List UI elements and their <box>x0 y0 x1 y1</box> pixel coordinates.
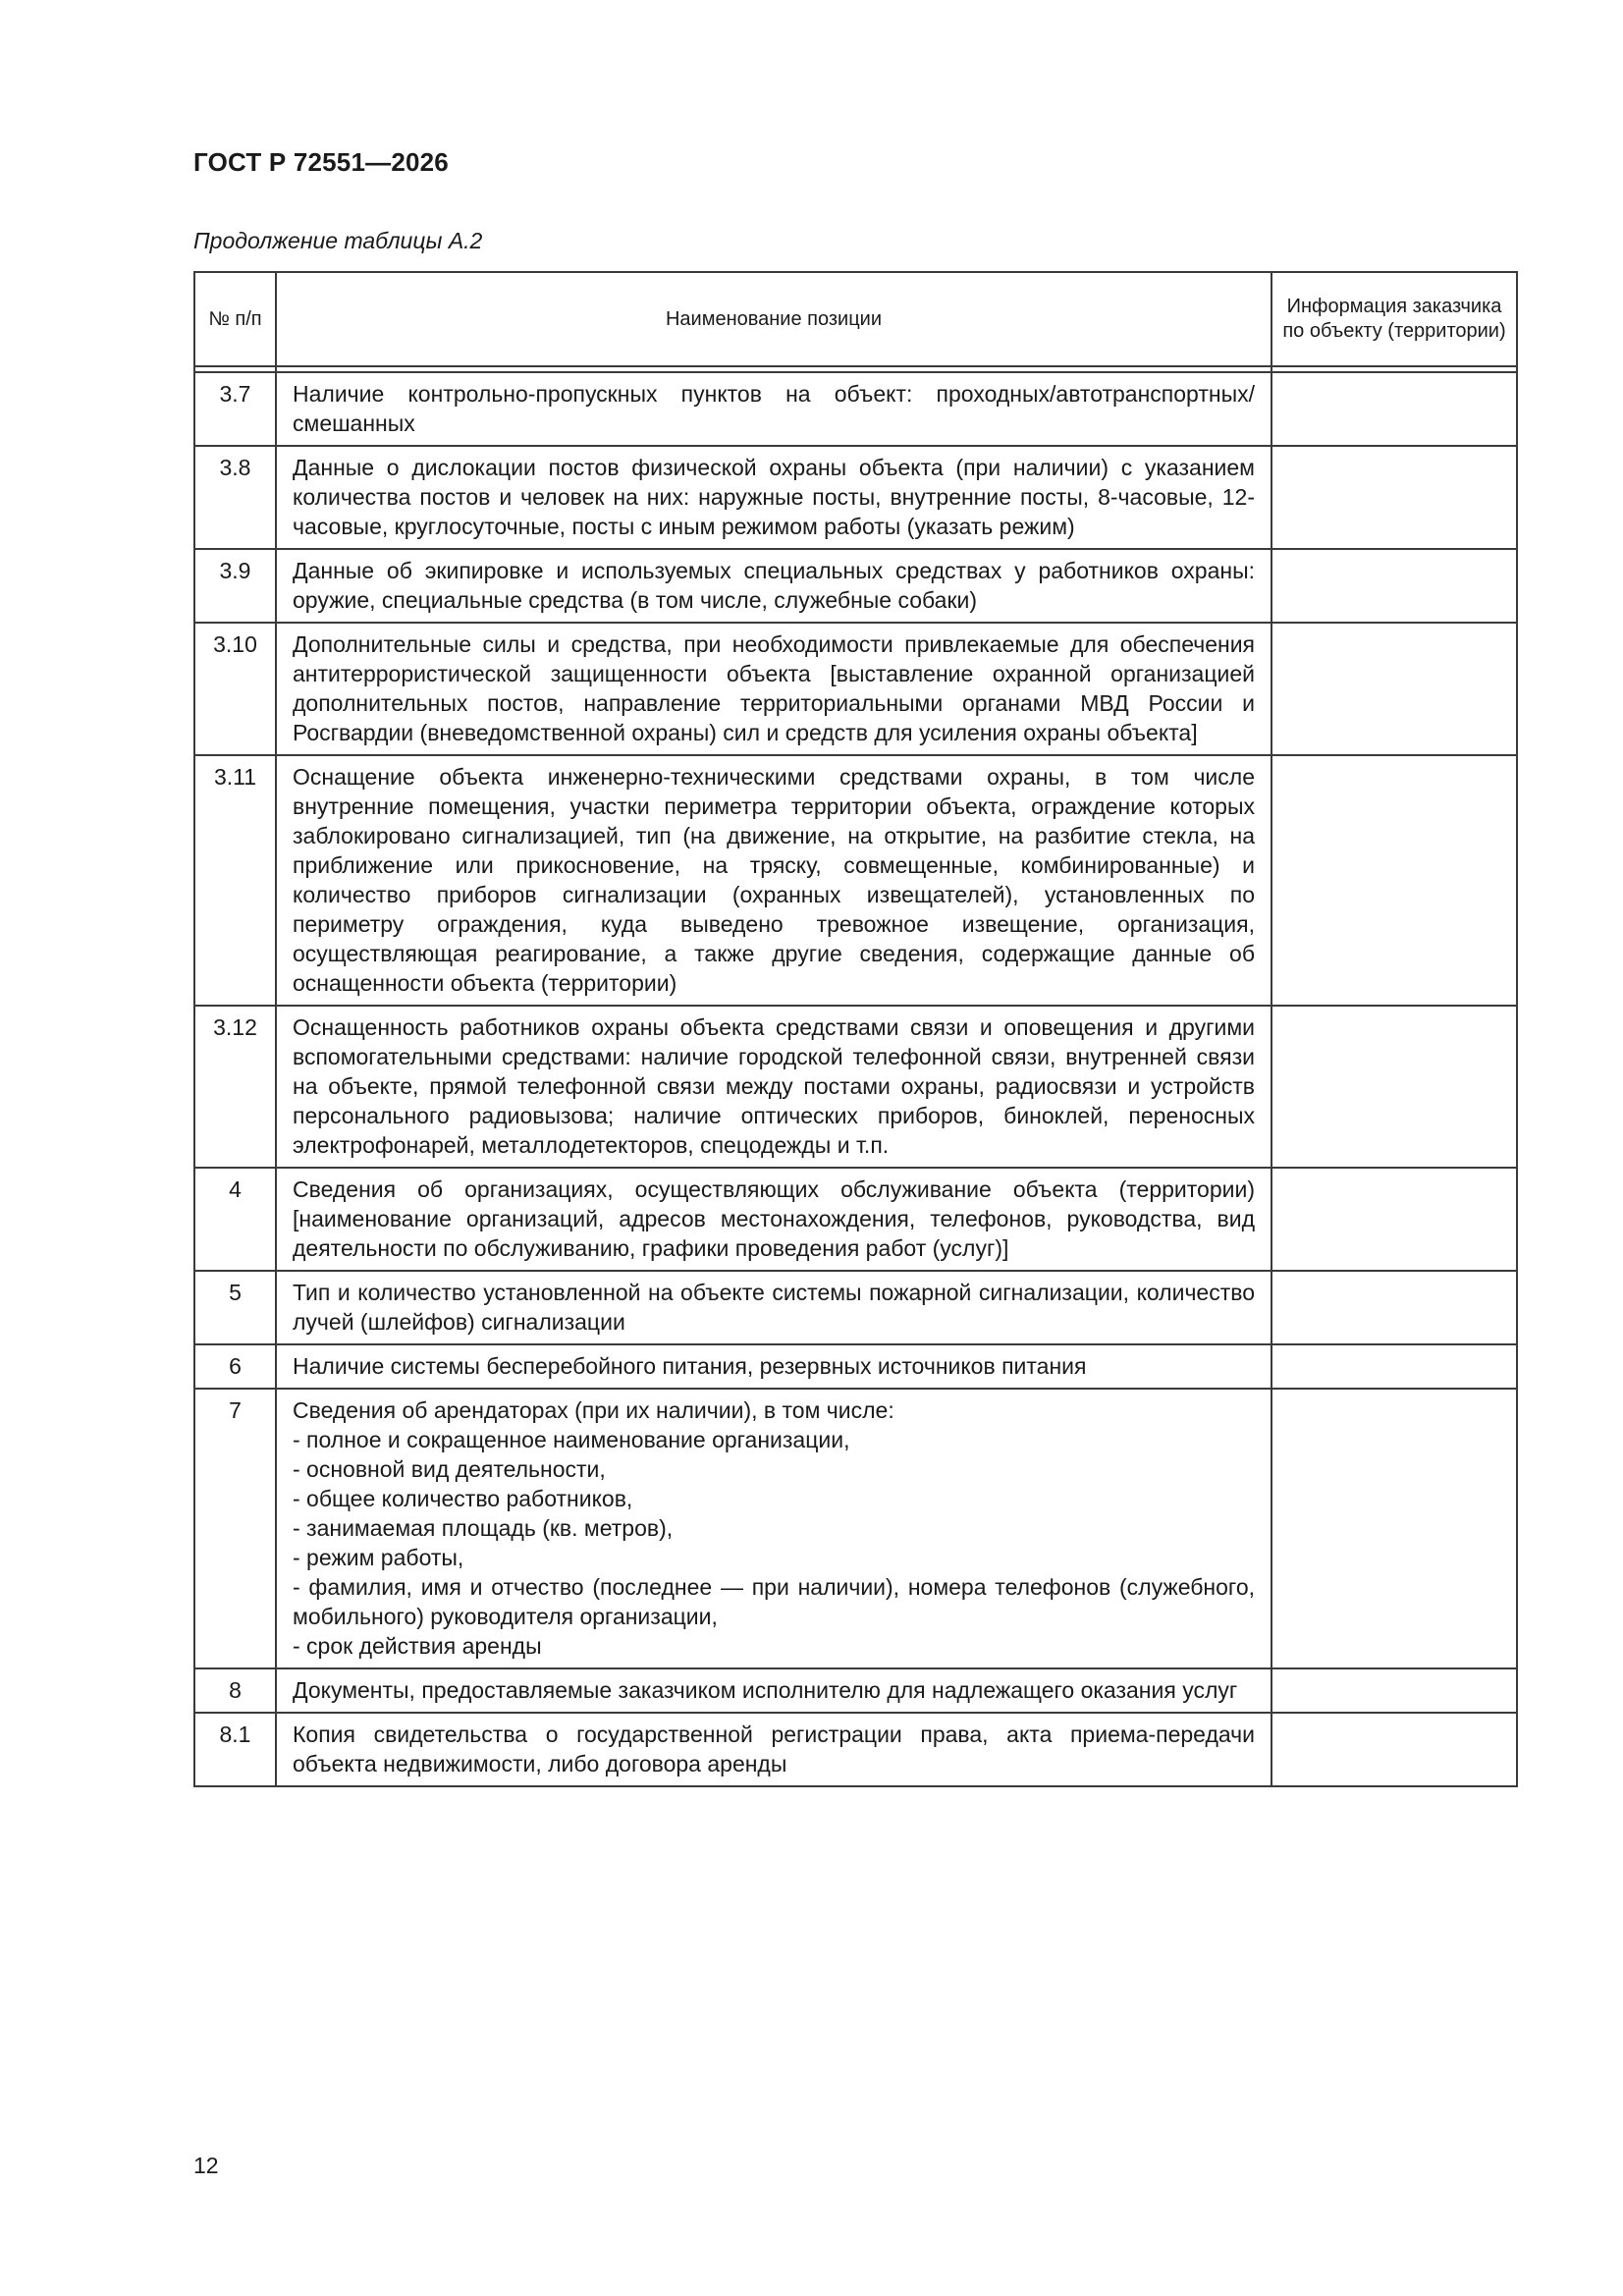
table-row <box>194 372 1517 446</box>
row-number: 7 <box>194 1389 276 1668</box>
row-number: 3.12 <box>194 1006 276 1168</box>
row-number: 5 <box>194 1271 276 1344</box>
position-name-cell <box>276 1668 1271 1713</box>
table-row <box>194 446 1517 549</box>
position-name-cell <box>276 372 1271 446</box>
position-name-text: Оснащение объекта инженерно-техническими средствами охраны, в том числе внутренние помещения, участки периметра территории объекта, ограждение которых заблокировано сигнализацией, тип (на движение, на открытие, на разбитие стекла, на приближение или прикосновение, на тряску, совмещенные, комбинированные) и количество приборов сигнализации (охранных извещателей), установленных по периметру ограждения, куда выведено тревожное извещение, организация, осуществляющая реагирование, а также другие сведения, содержащие данные об оснащенности объекта (территории) <box>293 764 1255 996</box>
table-row <box>194 1668 1517 1713</box>
list-item: - фамилия, имя и отчество (последнее — при наличии), номера телефонов (служебного, мобильного) руководителя организации, <box>293 1574 1255 1629</box>
customer-info-cell <box>1271 1344 1517 1389</box>
position-name-cell <box>276 446 1271 549</box>
customer-info-cell <box>1271 1271 1517 1344</box>
position-name-cell <box>276 755 1271 1006</box>
position-name-text: Оснащенность работников охраны объекта средствами связи и оповещения и другими вспомогательными средствами: наличие городской телефонной связи, внутренней связи на объекте, прямой телефонной связи между постами охраны, радиосвязи и устройств персонального радиовызова; наличие оптических приборов, биноклей, переносных электрофонарей, металлодетекторов, спецодежды и т.п. <box>293 1014 1255 1158</box>
row-number: 8.1 <box>194 1713 276 1786</box>
table-row <box>194 1344 1517 1389</box>
position-name-cell <box>276 1389 1271 1668</box>
document-designation: ГОСТ Р 72551—2026 <box>193 147 449 177</box>
row-number: 3.7 <box>194 372 276 446</box>
customer-info-cell <box>1271 1168 1517 1271</box>
position-name-cell <box>276 1271 1271 1344</box>
row-number: 3.9 <box>194 549 276 623</box>
customer-info-cell <box>1271 549 1517 623</box>
position-name-text: Данные о дислокации постов физической охраны объекта (при наличии) с указанием количества постов и человек на них: наружные посты, внутренние посты, 8-часовые, 12-часовые, круглосуточные, посты с иным режимом работы (указать режим) <box>293 455 1255 539</box>
list-item: - основной вид деятельности, <box>293 1456 606 1482</box>
position-name-cell <box>276 1713 1271 1786</box>
table-row <box>194 1389 1517 1668</box>
customer-info-cell <box>1271 1668 1517 1713</box>
table-row <box>194 623 1517 755</box>
customer-info-cell <box>1271 1389 1517 1668</box>
position-name-cell <box>276 1344 1271 1389</box>
positions-table <box>193 271 1518 1787</box>
row-number: 6 <box>194 1344 276 1389</box>
row-number: 8 <box>194 1668 276 1713</box>
list-item: - полное и сокращенное наименование организации, <box>293 1427 850 1452</box>
table-row <box>194 1713 1517 1786</box>
table-row <box>194 1168 1517 1271</box>
row-number: 3.11 <box>194 755 276 1006</box>
position-name-text: Наличие контрольно-пропускных пунктов на объект: проходных/автотранспортных/ смешанных <box>293 381 1255 436</box>
list-item: - занимаемая площадь (кв. метров), <box>293 1515 674 1541</box>
position-name-cell <box>276 1168 1271 1271</box>
position-name-cell <box>276 1006 1271 1168</box>
table-row <box>194 1271 1517 1344</box>
table-caption: Продолжение таблицы А.2 <box>193 228 483 253</box>
position-name-cell <box>276 549 1271 623</box>
column-header-number: № п/п <box>194 272 276 366</box>
position-name-text: Дополнительные силы и средства, при необходимости привлекаемые для обеспечения антитеррористической защищенности объекта [выставление охранной организацией дополнительных постов, направление территориальными органами МВД России и Росгвардии (вневедомственной охраны) сил и средств для усиления охраны объекта] <box>293 631 1255 745</box>
table-row <box>194 755 1517 1006</box>
position-name-text: Документы, предоставляемые заказчиком исполнителю для надлежащего оказания услуг <box>293 1677 1238 1703</box>
position-name-text: Данные об экипировке и используемых специальных средствах у работников охраны: оружие, специальные средства (в том числе, служебные собаки) <box>293 558 1255 613</box>
position-name-text: Тип и количество установленной на объекте системы пожарной сигнализации, количество лучей (шлейфов) сигнализации <box>293 1280 1255 1335</box>
position-name-text: Сведения об арендаторах (при их наличии), в том числе: <box>293 1397 894 1423</box>
table-header-row <box>194 272 1517 366</box>
customer-info-cell <box>1271 755 1517 1006</box>
table-row <box>194 1006 1517 1168</box>
list-item: - режим работы, <box>293 1545 464 1570</box>
position-name-text: Копия свидетельства о государственной регистрации права, акта приема-передачи объекта недвижимости, либо договора аренды <box>293 1722 1255 1777</box>
position-name-cell <box>276 623 1271 755</box>
row-number: 4 <box>194 1168 276 1271</box>
list-item: - общее количество работников, <box>293 1486 633 1511</box>
list-item: - срок действия аренды <box>293 1633 542 1659</box>
position-name-text: Наличие системы бесперебойного питания, резервных источников питания <box>293 1353 1087 1379</box>
row-number: 3.8 <box>194 446 276 549</box>
table-row <box>194 549 1517 623</box>
customer-info-cell <box>1271 623 1517 755</box>
page-number: 12 <box>193 2153 219 2178</box>
column-header-position-name: Наименование позиции <box>276 272 1271 366</box>
customer-info-cell <box>1271 1713 1517 1786</box>
row-number: 3.10 <box>194 623 276 755</box>
customer-info-cell <box>1271 1006 1517 1168</box>
column-header-customer-info: Информация заказчика по объекту (территории) <box>1271 272 1517 366</box>
customer-info-cell <box>1271 372 1517 446</box>
customer-info-cell <box>1271 446 1517 549</box>
position-name-text: Сведения об организациях, осуществляющих обслуживание объекта (территории) [наименование организаций, адресов местонахождения, телефонов, руководства, вид деятельности по обслуживанию, графики проведения работ (услуг)] <box>293 1176 1255 1261</box>
